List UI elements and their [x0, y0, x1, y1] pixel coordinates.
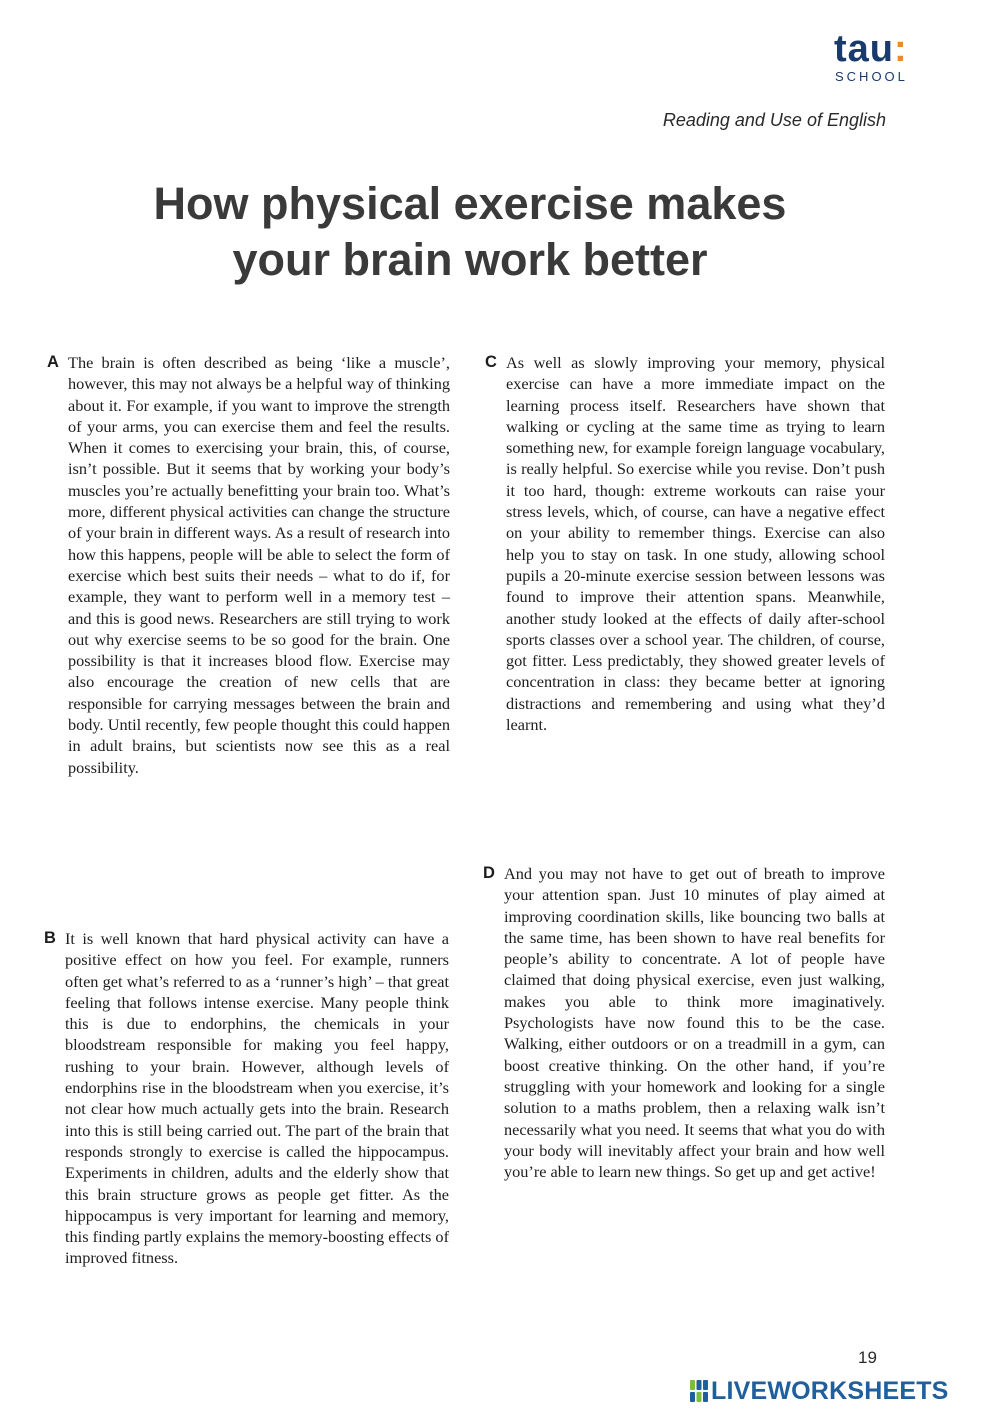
liveworksheets-brand[interactable]: [690, 1378, 949, 1404]
page-number: 19: [858, 1348, 877, 1367]
liveworksheets-wordmark: LIVEWORKSHEETS: [711, 1376, 949, 1405]
paragraph-letter: A: [47, 353, 59, 371]
tau-school-logo: [834, 30, 924, 84]
paragraph-a: [47, 352, 450, 778]
paragraph-c: [485, 352, 885, 735]
paragraph-d: [483, 863, 885, 1182]
paragraph-text: As well as slowly improving your memory, physical exercise can have a more immediate impact on the learning process itself. Researchers have shown that walking or cycling at the same time as trying to learn something new, for example foreign language vocabulary, is really helpful. So exercise while you revise. Don’t push it too hard, though: extreme workouts can raise your stress levels, which, of course, can have a negative effect on your ability to remember things. Exercise can also help you to stay on task. In one study, allowing school pupils a 20-minute exercise session between lessons was found to improve their attention spans. Meanwhile, another study looked at the effects of daily after-school sports classes over a school year. The children, of course, got fitter. Less predictably, they showed greater levels of concentration in class: they became better at ignoring distractions and remembering and using what they’d learnt.: [506, 353, 885, 735]
title-line-1: How physical exercise makes: [153, 178, 787, 229]
paragraph-text: The brain is often described as being ‘like a muscle’, however, this may not always be a helpful way of thinking about it. For example, if you want to improve the strength of your arms, you can exercise them and feel the results. When it comes to exercising your brain, this, of course, isn’t possible. But it seems that by working your body’s muscles you’re actually benefitting your brain too. What’s more, different physical activities can change the structure of your brain in different ways. As a result of research into how this happens, people will be able to select the form of exercise which best suits their needs – what to do if, for example, they want to perform well in a memory test – and this is good news. Researchers are still trying to work out why exercise seems to be so good for the brain. One possibility is that it increases blood flow. Exercise may also encourage the creation of new cells that are responsible for carrying messages between the brain and body. Until recently, few people thought this could happen in adult brains, but scientists now see this as a real possibility.: [68, 353, 450, 777]
paragraph-text: It is well known that hard physical activity can have a positive effect on how you feel. For example, runners often get what’s referred to as a ‘runner’s high’ – that great feeling that follows intense exercise. Many people think this is due to endorphins, the chemicals in your bloodstream responsible for making you feel happy, rushing to your brain. However, although levels of endorphins rise in the bloodstream when you exercise, it’s not clear how much actually gets into the brain. Research into this is still being carried out. The part of the brain that responds strongly to exercise is called the hippocampus. Experiments in children, adults and the elderly show that this brain structure grows as people get fitter. As the hippocampus is very important for learning and memory, this finding partly explains the memory-boosting effects of improved fitness.: [65, 929, 449, 1268]
liveworksheets-logo-icon: [690, 1380, 708, 1402]
logo-word: tau:: [834, 28, 908, 70]
paragraph-letter: B: [44, 929, 56, 947]
paragraph-text: And you may not have to get out of breath to improve your attention span. Just 10 minutes of play aimed at improving coordination skills, like bouncing two balls at the same time, has been shown to have real benefits for people’s ability to concentrate. A lot of people have claimed that doing physical exercise, even just walking, makes you able to think more imaginatively. Psychologists have now found this to be the case. Walking, either outdoors or on a treadmill in a gym, can boost creative thinking. On the other hand, if you’re struggling with your homework and looking for a single solution to a maths problem, then a relaxing walk isn’t necessarily what you need. It seems that what you do with your body will inevitably affect your brain and how well you’re able to learn new things. So get up and get active!: [504, 864, 885, 1182]
logo-subtitle: SCHOOL: [835, 69, 908, 84]
title-line-2: your brain work better: [232, 234, 708, 285]
paragraph-b: [44, 928, 449, 1269]
section-label: Reading and Use of English: [662, 110, 886, 130]
page-title: [60, 176, 880, 288]
paragraph-letter: D: [483, 864, 495, 882]
logo-colon: :: [894, 28, 908, 70]
paragraph-letter: C: [485, 353, 497, 371]
